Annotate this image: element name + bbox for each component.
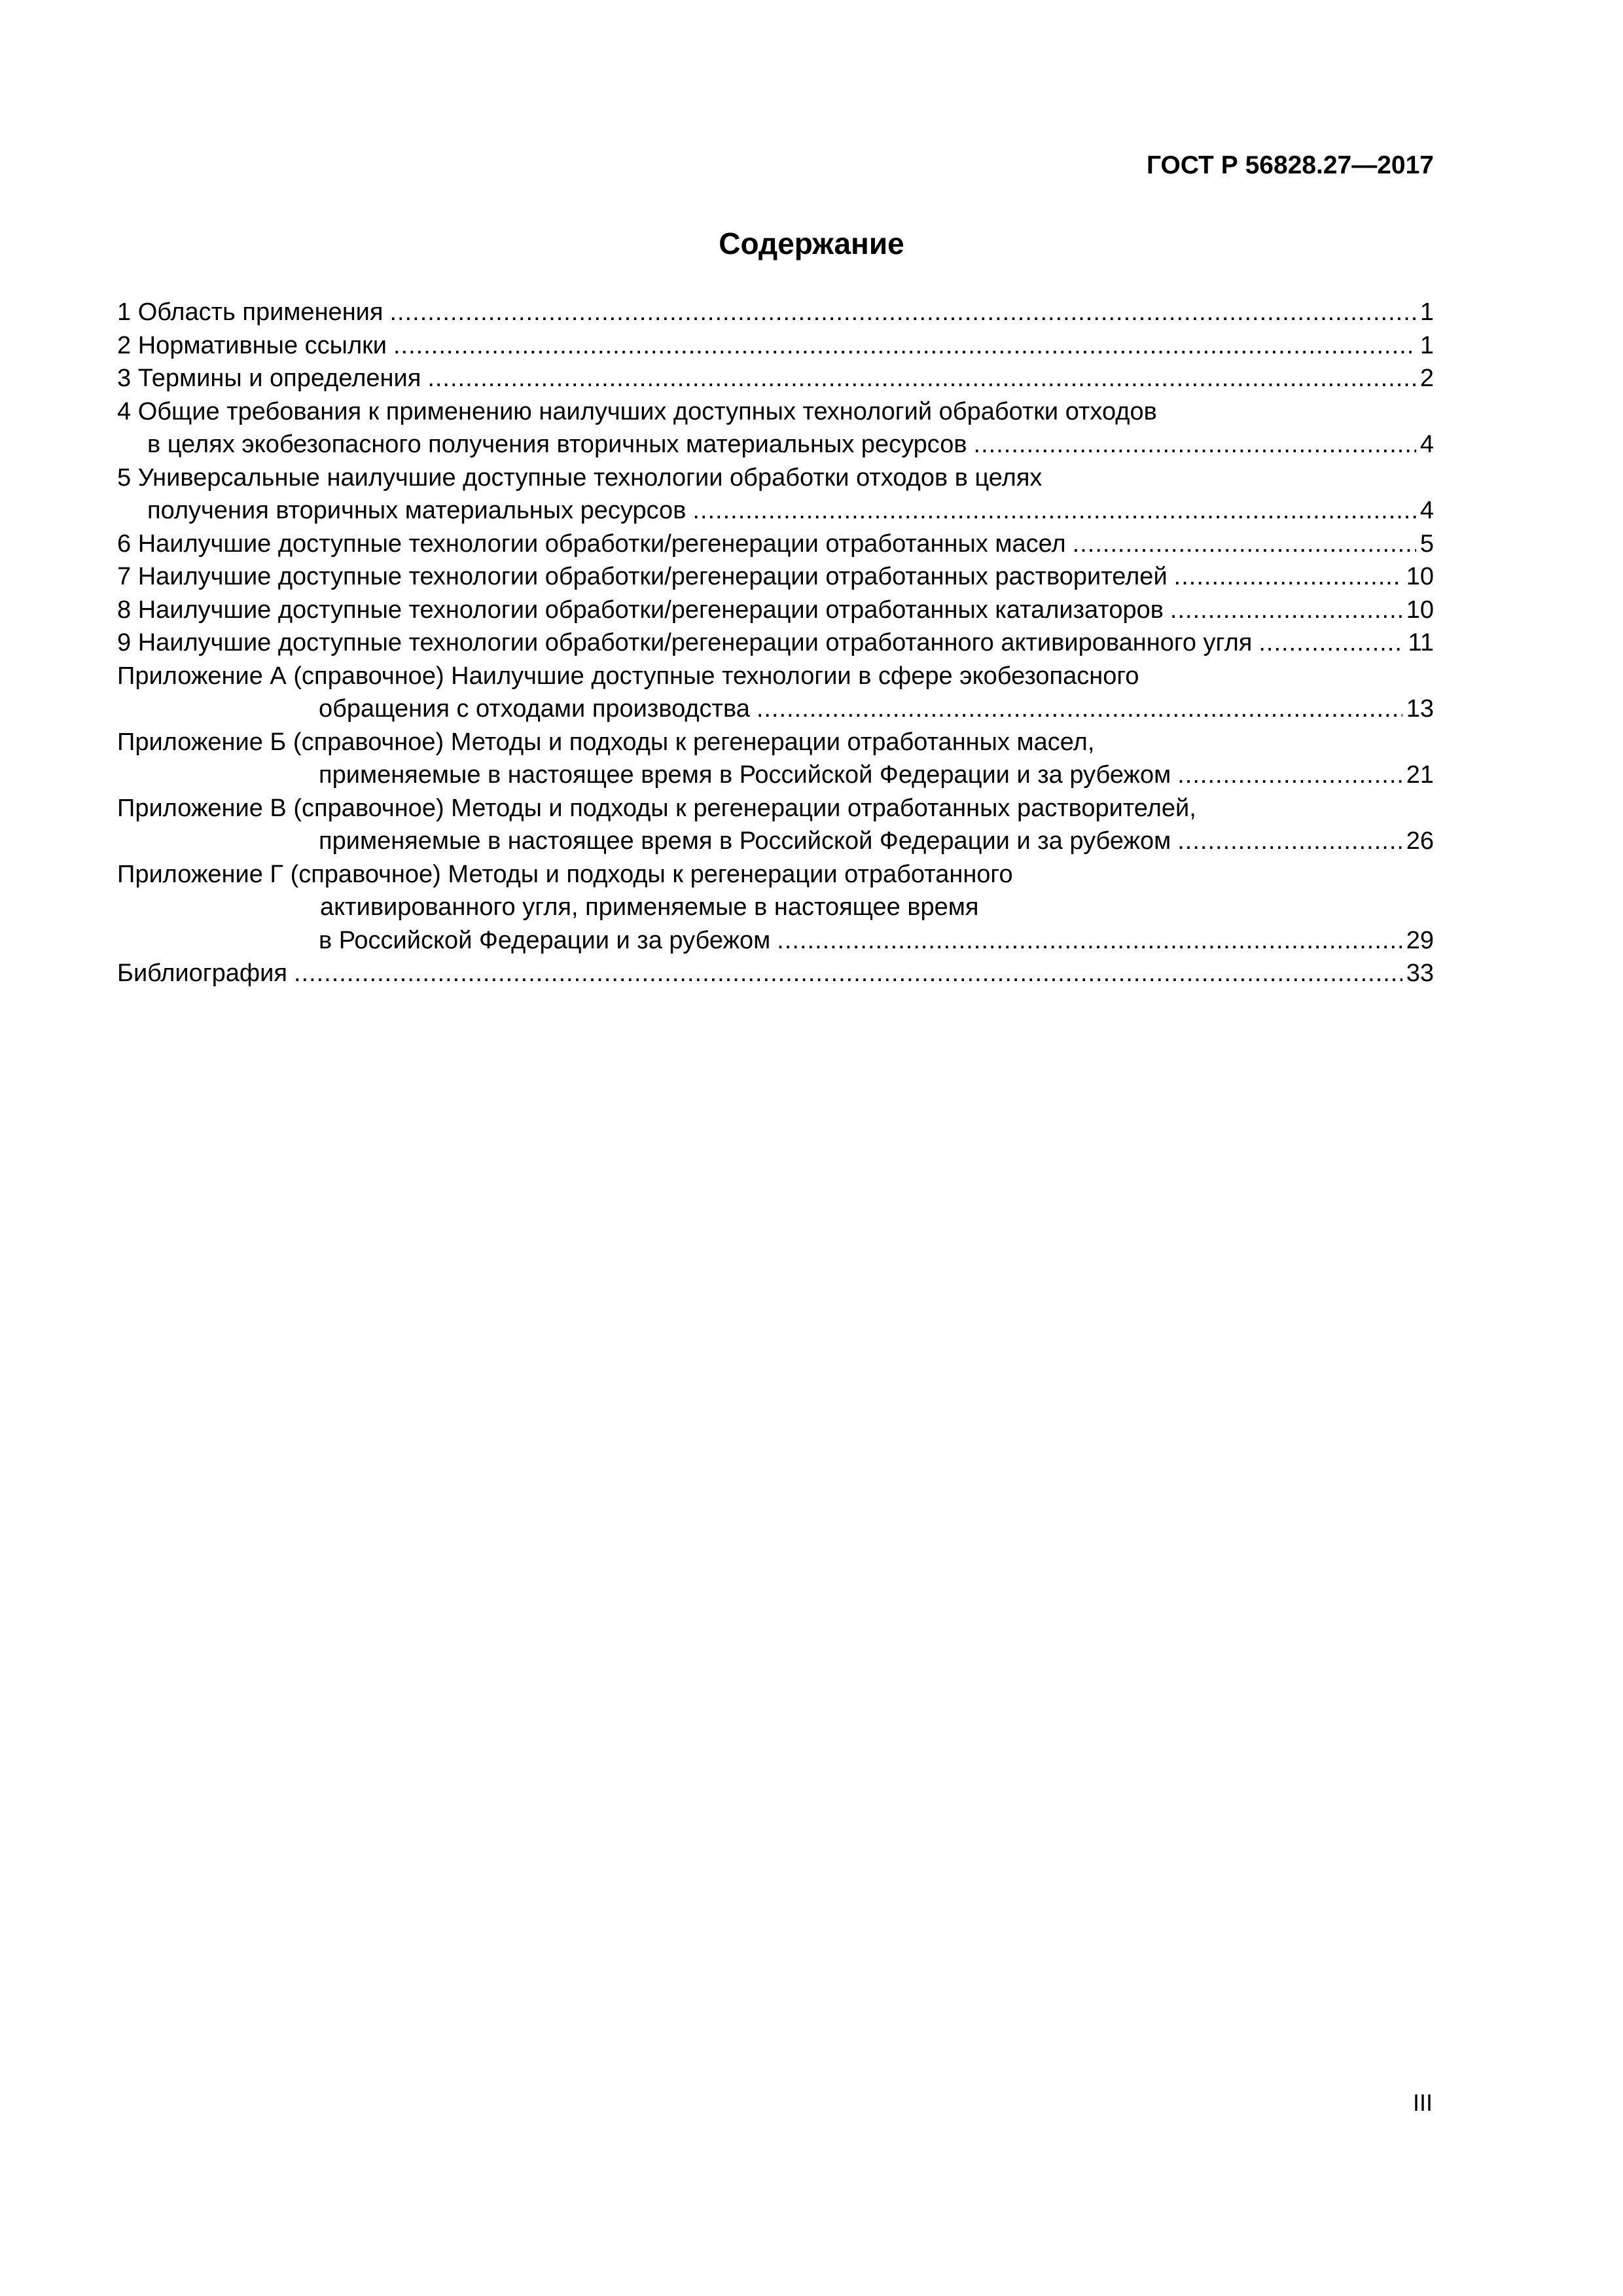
toc-page-number: 4: [1419, 497, 1434, 524]
toc-leader-dots: [1258, 626, 1404, 660]
toc-page-number: 29: [1406, 926, 1434, 954]
toc-entry-appendix-b-cont[interactable]: [117, 759, 1434, 792]
toc-entry-scope[interactable]: [117, 296, 1434, 329]
toc-entry-appendix-v[interactable]: [117, 792, 1434, 825]
toc-entry-normative-references[interactable]: [117, 329, 1434, 363]
toc-entry-text: 2 Нормативные ссылки: [117, 331, 387, 359]
toc-leader-dots: [294, 957, 1402, 990]
toc-leader-dots: [1073, 528, 1416, 561]
toc-entry-text: 4 Общие требования к применению наилучших доступных технологий обработки отходов: [117, 397, 1157, 425]
toc-entry-activated-carbon[interactable]: [117, 626, 1434, 660]
toc-entry-text: применяемые в настоящее время в Российской Федерации и за рубежом: [319, 827, 1171, 855]
toc-entry-appendix-v-cont[interactable]: [117, 825, 1434, 858]
toc-entry-terms[interactable]: [117, 362, 1434, 395]
toc-entry-solvents[interactable]: [117, 560, 1434, 594]
toc-leader-dots: [1177, 759, 1402, 792]
toc-entry-appendix-a-cont[interactable]: [117, 692, 1434, 726]
toc-entry-catalysts[interactable]: [117, 594, 1434, 627]
toc-leader-dots: [757, 692, 1402, 726]
toc-entry-text: 9 Наилучшие доступные технологии обработки/регенерации отработанного активированного угля: [117, 629, 1253, 656]
toc-entry-text: Приложение Г (справочное) Методы и подходы к регенерации отработанного: [117, 860, 1013, 888]
toc-leader-dots: [974, 428, 1416, 461]
toc-page-number: 13: [1406, 695, 1434, 723]
toc-page-number: 10: [1406, 563, 1434, 590]
toc-entry-text: 3 Термины и определения: [117, 365, 421, 392]
toc-page-number: 33: [1406, 960, 1434, 987]
toc-leader-dots: [427, 362, 1416, 395]
toc-page-number: 11: [1408, 629, 1434, 656]
toc-entry-text: применяемые в настоящее время в Российской Федерации и за рубежом: [319, 761, 1171, 789]
toc-entry-appendix-g[interactable]: [117, 858, 1434, 891]
toc-entry-general-requirements[interactable]: [117, 395, 1434, 429]
toc-entry-text: Приложение А (справочное) Наилучшие доступные технологии в сфере экобезопасного: [117, 662, 1139, 690]
toc-page-number: 2: [1419, 365, 1434, 392]
toc-entry-bibliography[interactable]: [117, 957, 1434, 990]
toc-entry-text: Библиография: [117, 960, 287, 987]
toc-page-number: 1: [1419, 298, 1434, 326]
toc-entry-appendix-a[interactable]: [117, 660, 1434, 693]
toc-page-number: 26: [1406, 827, 1434, 855]
toc-entry-appendix-b[interactable]: [117, 726, 1434, 759]
page-number: III: [1412, 2089, 1433, 2116]
toc-entry-general-requirements-cont[interactable]: [117, 428, 1434, 461]
toc-entry-text: в Российской Федерации и за рубежом: [319, 926, 771, 954]
toc-entry-text: обращения с отходами производства: [319, 695, 750, 723]
toc-entry-text: получения вторичных материальных ресурсов: [147, 497, 687, 524]
toc-entry-appendix-g-cont[interactable]: [117, 891, 1434, 924]
toc-entry-text: 5 Универсальные наилучшие доступные технологии обработки отходов в целях: [117, 463, 1043, 492]
toc-entry-oils[interactable]: [117, 528, 1434, 561]
toc-entry-text: активированного угля, применяемые в настоящее время: [320, 893, 979, 921]
toc-entry-text: 1 Область применения: [117, 298, 383, 326]
toc-entry-universal-technologies[interactable]: [117, 461, 1434, 495]
toc-entry-universal-technologies-cont[interactable]: [117, 494, 1434, 528]
toc-leader-dots: [1170, 594, 1402, 627]
toc-page-number: 4: [1419, 431, 1434, 458]
toc-page-number: 21: [1406, 761, 1434, 789]
toc-entry-text: в целях экобезопасного получения вторичных материальных ресурсов: [147, 431, 967, 458]
document-code: ГОСТ Р 56828.27—2017: [1146, 151, 1434, 179]
toc-entry-text: Приложение Б (справочное) Методы и подходы к регенерации отработанных масел,: [117, 728, 1095, 756]
toc-page-number: 10: [1406, 596, 1434, 624]
toc-leader-dots: [389, 296, 1416, 329]
toc-entry-text: 8 Наилучшие доступные технологии обработки/регенерации отработанных катализаторов: [117, 596, 1164, 624]
toc-entry-text: 7 Наилучшие доступные технологии обработки/регенерации отработанных растворителей: [117, 563, 1168, 590]
toc-leader-dots: [393, 329, 1416, 363]
toc-title: Содержание: [719, 226, 904, 260]
toc-leader-dots: [692, 494, 1416, 528]
table-of-contents: [117, 296, 1434, 990]
toc-page-number: 1: [1419, 331, 1434, 359]
toc-entry-text: Приложение В (справочное) Методы и подходы к регенерации отработанных растворителей,: [117, 794, 1196, 822]
toc-entry-appendix-g-cont2[interactable]: [117, 924, 1434, 958]
toc-leader-dots: [777, 924, 1402, 958]
toc-page-number: 5: [1419, 529, 1434, 558]
toc-entry-text: 6 Наилучшие доступные технологии обработки/регенерации отработанных масел: [117, 529, 1066, 558]
toc-leader-dots: [1177, 825, 1402, 858]
toc-leader-dots: [1174, 560, 1402, 594]
